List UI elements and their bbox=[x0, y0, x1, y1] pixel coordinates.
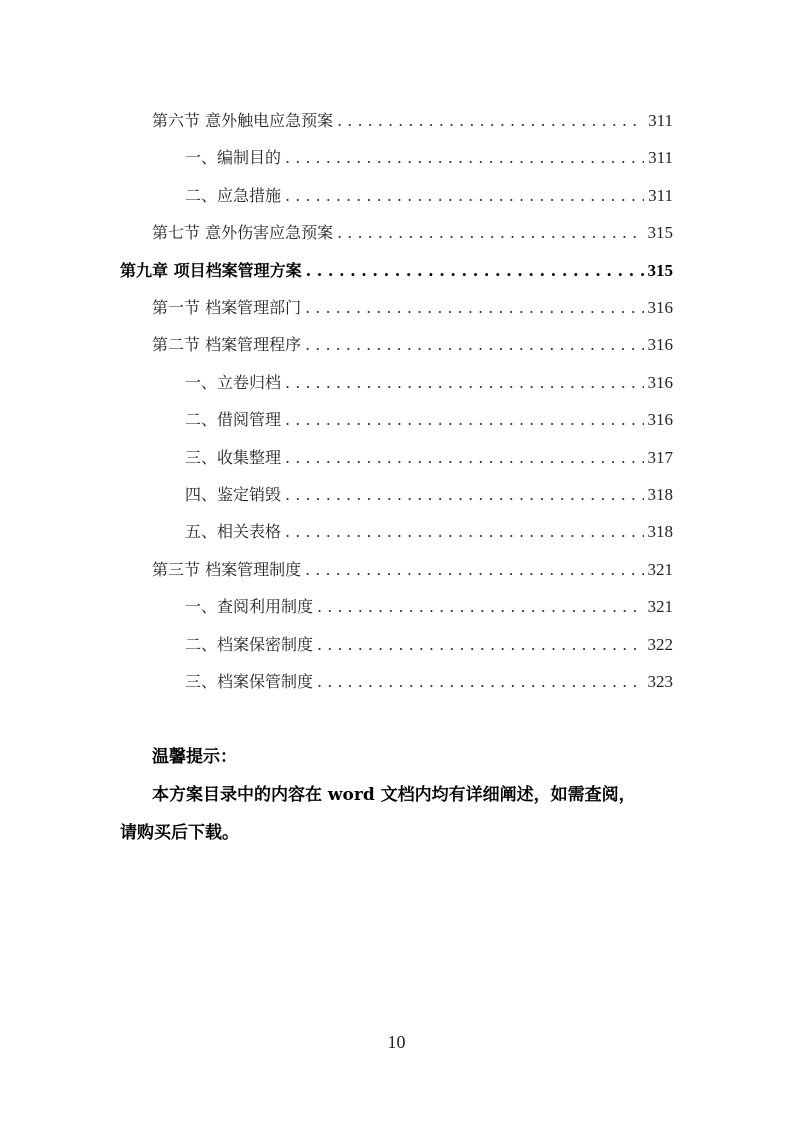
toc-entry-page: 311 bbox=[648, 111, 673, 130]
toc-entry-page: 318 bbox=[647, 485, 673, 504]
toc-entry-title: 三、收集整理 bbox=[185, 447, 282, 467]
toc-entry-title: 一、立卷归档 bbox=[185, 372, 282, 392]
toc-dot-leader bbox=[305, 335, 643, 354]
toc-entry-page: 311 bbox=[648, 148, 673, 168]
toc-entry-title: 第三节 档案管理制度 bbox=[152, 559, 302, 579]
notice-heading: 温馨提示： bbox=[152, 747, 237, 767]
toc-dot-leader bbox=[337, 111, 644, 130]
toc-dot-leader bbox=[285, 448, 643, 467]
toc-entry-title: 五、相关表格 bbox=[185, 522, 282, 542]
toc-entry-title: 一、编制目的 bbox=[185, 148, 282, 168]
toc-entry[interactable] bbox=[185, 145, 673, 169]
toc-entry-page: 316 bbox=[647, 335, 673, 355]
toc-entry[interactable] bbox=[185, 669, 673, 693]
toc-dot-leader bbox=[306, 261, 644, 280]
toc-entry[interactable] bbox=[120, 258, 673, 282]
toc-entry-page: 318 bbox=[647, 522, 673, 542]
toc-entry-title: 一、查阅利用制度 bbox=[185, 597, 314, 617]
toc-dot-leader bbox=[285, 485, 643, 504]
toc-dot-leader bbox=[305, 298, 643, 317]
toc-dot-leader bbox=[317, 597, 643, 616]
toc-entry[interactable] bbox=[152, 220, 673, 244]
toc-entry[interactable] bbox=[185, 407, 673, 431]
toc-dot-leader bbox=[285, 522, 643, 541]
toc-entry-page: 323 bbox=[647, 672, 673, 691]
toc-entry[interactable] bbox=[185, 632, 673, 656]
toc-entry-title: 第二节 档案管理程序 bbox=[152, 335, 302, 355]
page-number: 10 bbox=[387, 1032, 406, 1052]
toc-entry-page: 311 bbox=[648, 185, 673, 205]
toc-entry-page: 316 bbox=[647, 410, 673, 430]
toc-entry-title: 二、档案保密制度 bbox=[185, 634, 314, 654]
toc-dot-leader bbox=[317, 672, 643, 691]
toc-dot-leader bbox=[285, 186, 644, 205]
toc-dot-leader bbox=[285, 373, 643, 392]
toc-dot-leader bbox=[285, 410, 643, 429]
toc-entry-page: 316 bbox=[647, 372, 673, 392]
toc-dot-leader bbox=[337, 223, 643, 242]
toc-entry-title: 第六节 意外触电应急预案 bbox=[152, 111, 334, 130]
toc-entry[interactable] bbox=[185, 370, 673, 394]
toc-dot-leader bbox=[305, 560, 643, 579]
toc-entry-page: 316 bbox=[647, 298, 673, 317]
toc-entry[interactable] bbox=[185, 482, 673, 506]
toc-entry[interactable] bbox=[152, 557, 673, 581]
toc-entry-page: 321 bbox=[647, 597, 673, 617]
toc-entry-title: 第一节 档案管理部门 bbox=[152, 298, 302, 317]
notice-text-line1: 本方案目录中的内容在 word 文档内均有详细阐述，如需查阅， bbox=[152, 785, 636, 805]
toc-entry-title: 二、应急措施 bbox=[185, 185, 282, 205]
toc-entry-page: 322 bbox=[647, 634, 673, 654]
toc-dot-leader bbox=[317, 635, 643, 654]
toc-entry[interactable] bbox=[152, 332, 673, 356]
toc-entry-page: 317 bbox=[647, 447, 673, 467]
notice-text-line2: 请购买后下载。 bbox=[120, 823, 239, 843]
toc-entry-page: 315 bbox=[647, 260, 673, 280]
toc-entry-title: 第九章 项目档案管理方案 bbox=[120, 260, 302, 280]
toc-entry-title: 二、借阅管理 bbox=[185, 410, 282, 430]
toc-entry[interactable] bbox=[185, 183, 673, 207]
toc-entry[interactable] bbox=[152, 295, 673, 319]
toc-entry-title: 三、档案保管制度 bbox=[185, 672, 314, 691]
toc-entry-title: 四、鉴定销毁 bbox=[185, 485, 282, 504]
toc-entry-page: 315 bbox=[647, 223, 673, 243]
toc-dot-leader bbox=[285, 148, 644, 167]
toc-entry-page: 321 bbox=[647, 559, 673, 579]
toc-entry[interactable] bbox=[185, 594, 673, 618]
toc-entry[interactable] bbox=[185, 519, 673, 543]
toc-entry[interactable] bbox=[152, 108, 673, 132]
toc-entry[interactable] bbox=[185, 445, 673, 469]
toc-entry-title: 第七节 意外伤害应急预案 bbox=[152, 223, 334, 243]
